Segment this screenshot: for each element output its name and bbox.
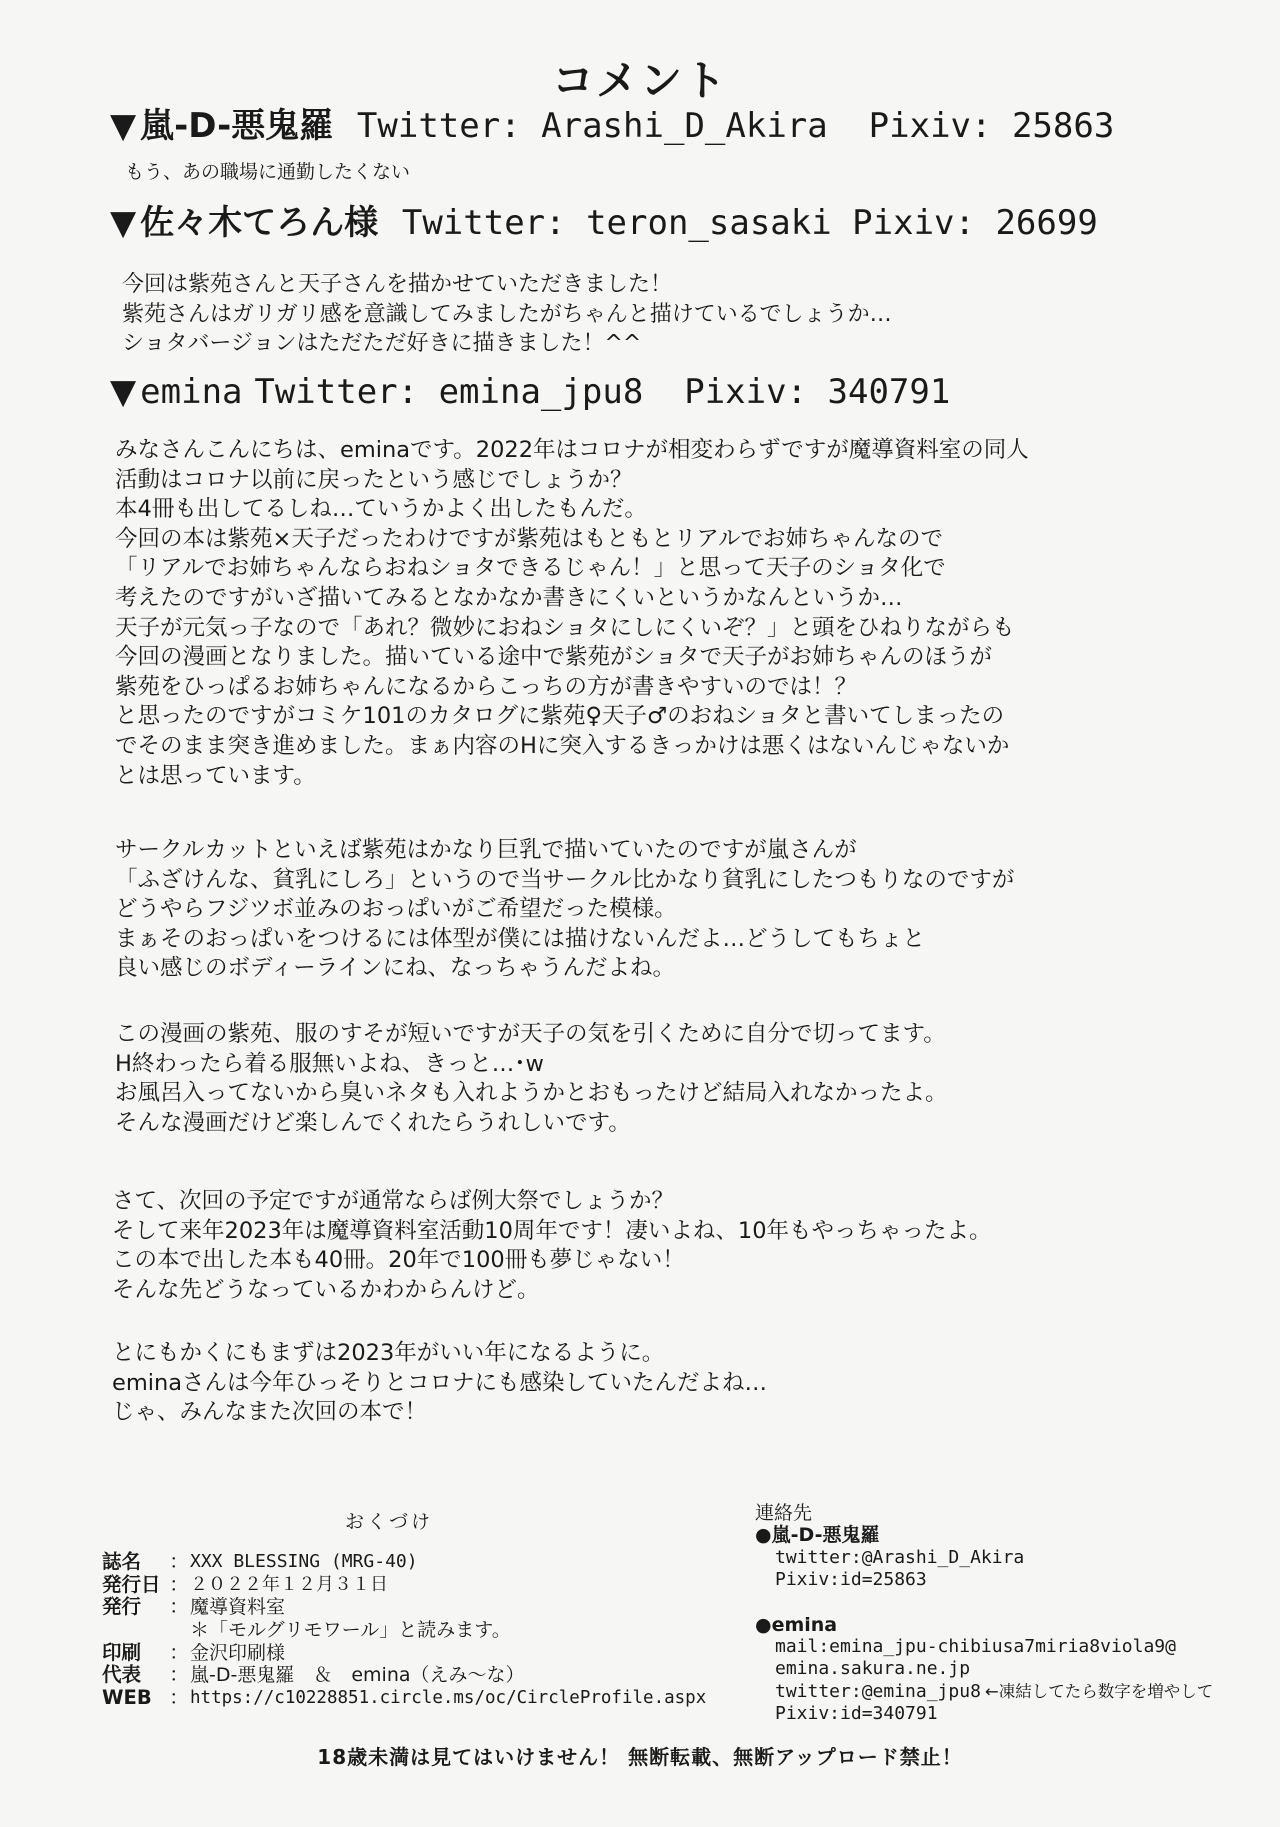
contact-title: 連絡先	[755, 1502, 813, 1524]
colophon-key: WEB	[102, 1686, 152, 1710]
contact-name-emina: ●emina	[755, 1613, 838, 1636]
paragraph-line: 考えたのですがいざ描いてみるとなかなか書きにくいというかなんというか…	[115, 584, 903, 611]
colophon-separator: ：	[169, 1572, 189, 1596]
paragraph-line: どうやらフジツボ並みのおっぱいがご希望だった模様。	[115, 896, 677, 923]
contact-twitter-arashi: twitter:@Arashi_D_Akira	[775, 1546, 1025, 1568]
author-heading-emina	[110, 374, 950, 411]
colophon-row	[102, 1642, 706, 1665]
emina-paragraph-2	[115, 836, 1014, 984]
colophon-value: 金沢印刷様	[190, 1641, 286, 1664]
paragraph-line: 今回の漫画となりました。描いている途中で紫苑がショタで天子がお姉ちゃんのほうが	[115, 644, 993, 671]
colophon-key: 発行日	[102, 1572, 161, 1596]
colophon-key: 印刷	[102, 1640, 142, 1664]
contact-pixiv-arashi: Pixiv:id=25863	[775, 1569, 927, 1591]
author-name: 嵐-D-悪鬼羅	[140, 106, 334, 146]
comment-line: 紫苑さんはガリガリ感を意識してみましたがちゃんと描けているでしょうか…	[122, 301, 892, 327]
author-social: Twitter: Arashi_D_Akira Pixiv: 25863	[356, 106, 1115, 146]
contact-block	[755, 1502, 1213, 1726]
paragraph-line: とは思っています。	[115, 762, 316, 789]
paragraph-line: さて、次回の予定ですが通常ならば例大祭でしょうか？	[112, 1188, 675, 1214]
paragraph-line: そんな先どうなっているかわからんけど。	[112, 1276, 540, 1303]
paragraph-line: H終わったら着る服無いよね、きっと…･w	[115, 1050, 544, 1077]
paragraph-line: みなさんこんにちは、eminaです。2022年はコロナが相変わらずですが魔導資料室の同人	[115, 437, 1029, 463]
colophon-separator: ：	[169, 1550, 189, 1573]
author-social: Twitter: teron_sasaki Pixiv: 26699	[401, 203, 1098, 243]
colophon-key: 代表	[102, 1663, 142, 1687]
colophon-row	[102, 1619, 706, 1642]
paragraph-line: eminaさんは今年ひっそりとコロナにも感染していたんだよね…	[112, 1369, 768, 1396]
colophon-separator: ：	[169, 1595, 189, 1619]
paragraph-line: 紫苑をひっぱるお姉ちゃんになるからこっちの方が書きやすいのでは！？	[115, 673, 858, 700]
paragraph-line: お風呂入ってないから臭いネタも入れようかとおもったけど結局入れなかったよ。	[115, 1080, 948, 1107]
author-heading-teron	[110, 205, 1098, 242]
emina-paragraph-3	[115, 1020, 948, 1138]
emina-paragraph-5	[112, 1339, 767, 1428]
triangle-bullet-icon: ▼	[110, 106, 137, 146]
paragraph-line: この本で出した本も40冊。20年で100冊も夢じゃない！	[112, 1247, 685, 1274]
colophon-key: 誌名	[102, 1550, 142, 1573]
paragraph-line: 本4冊も出してるしね…ていうかよく出したもんだ。	[115, 496, 647, 523]
triangle-bullet-icon: ▼	[110, 372, 137, 412]
contact-mail-emina: mail:emina_jpu-chibiusa7miria8viola9@	[775, 1635, 1176, 1657]
comment-line: 今回は紫苑さんと天子さんを描かせていただきました！	[122, 272, 673, 297]
colophon-value: 嵐-D-悪鬼羅 ＆ emina（えみ～な）	[190, 1664, 525, 1687]
paragraph-line: 良い感じのボディーラインにね、なっちゃうんだよね。	[115, 955, 676, 982]
contact-name-arashi: ●嵐-D-悪鬼羅	[755, 1524, 880, 1547]
paragraph-line: そして来年2023年は魔導資料室活動10周年です！凄いよね、10年もやっちゃったよ。	[112, 1217, 992, 1244]
author-social: Twitter: emina_jpu8 Pixiv: 340791	[254, 372, 951, 412]
paragraph-line: そんな漫画だけど楽しんでくれたらうれしいです。	[115, 1109, 631, 1136]
paragraph-line: サークルカットといえば紫苑はかなり巨乳で描いていたのですが嵐さんが	[115, 837, 857, 863]
contact-twitter-handle: twitter:@emina_jpu8	[775, 1680, 981, 1702]
colophon-title: おくづけ	[345, 1511, 434, 1533]
colophon-value: ＊「モルグリモワール」と読みます。	[190, 1619, 511, 1642]
author-name: emina	[140, 372, 243, 412]
paragraph-line: と思ったのですがコミケ101のカタログに紫苑♀天子♂のおねショタと書いてしまったの	[115, 703, 1005, 730]
colophon-separator: ：	[169, 1640, 189, 1664]
paragraph-line: 活動はコロナ以前に戻ったという感じでしょうか？	[115, 466, 633, 493]
paragraph-line: 「ふざけんな、貧乳にしろ」というので当サークル比かなり貧乳にしたつもりなのですが	[115, 866, 1015, 893]
author-heading-arashi	[110, 108, 1114, 145]
contact-pixiv-emina: Pixiv:id=340791	[775, 1703, 938, 1725]
age-restriction-notice: 18歳未満は見てはいけません！ 無断転載、無断アップロード禁止！	[317, 1745, 963, 1769]
author-name: 佐々木てろん様	[140, 203, 379, 243]
page-title: コメント	[551, 56, 728, 105]
colophon	[102, 1551, 706, 1710]
colophon-row	[102, 1574, 706, 1597]
colophon-separator: ：	[169, 1663, 189, 1687]
colophon-row	[102, 1687, 706, 1710]
contact-twitter-emina	[755, 1681, 1213, 1703]
paragraph-line: 「リアルでお姉ちゃんならおねショタできるじゃん！」と思って天子のショタ化で	[115, 555, 946, 582]
paragraph-line: じゃ、みんなまた次回の本で！	[112, 1399, 428, 1426]
author-comment-teron	[122, 270, 892, 359]
colophon-key: 発行	[102, 1595, 142, 1619]
paragraph-line: 天子が元気っ子なので「あれ？微妙におねショタにしにくいぞ？」と頭をひねりながらも	[115, 614, 1015, 641]
colophon-row	[102, 1596, 706, 1619]
comment-line: ショタバージョンはただただ好きに描きました！^^	[122, 331, 642, 357]
contact-twitter-note: ←凍結してたら数字を増やして	[984, 1681, 1214, 1701]
colophon-value: https://c10228851.circle.ms/oc/CircleProfile.aspx	[190, 1688, 707, 1709]
colophon-value: XXX BLESSING (MRG-40)	[190, 1551, 418, 1572]
paragraph-line: まぁそのおっぱいをつけるには体型が僕には描けないんだよ…どうしてもちょと	[115, 925, 926, 952]
paragraph-line: とにもかくにもまずは2023年がいい年になるように。	[112, 1340, 665, 1366]
colophon-value: 魔導資料室	[190, 1596, 286, 1619]
colophon-row	[102, 1551, 706, 1574]
colophon-row	[102, 1664, 706, 1687]
triangle-bullet-icon: ▼	[110, 203, 137, 243]
paragraph-line: この漫画の紫苑、服のすそが短いですが天子の気を引くために自分で切ってます。	[115, 1021, 946, 1047]
paragraph-line: 今回の本は紫苑×天子だったわけですが紫苑はもともとリアルでお姉ちゃんなので	[115, 525, 943, 552]
colophon-separator: ：	[169, 1686, 189, 1710]
paragraph-line: でそのまま突き進めました。まぁ内容のHに突入するきっかけは悪くはないんじゃないか	[115, 732, 1010, 759]
emina-paragraph-4	[112, 1187, 992, 1305]
emina-paragraph-1	[115, 436, 1029, 791]
colophon-value: ２０２２年１２月３１日	[190, 1573, 388, 1595]
contact-mail-emina-domain: emina.sakura.ne.jp	[775, 1658, 971, 1680]
author-comment-arashi: もう、あの職場に通勤したくない	[125, 161, 411, 183]
